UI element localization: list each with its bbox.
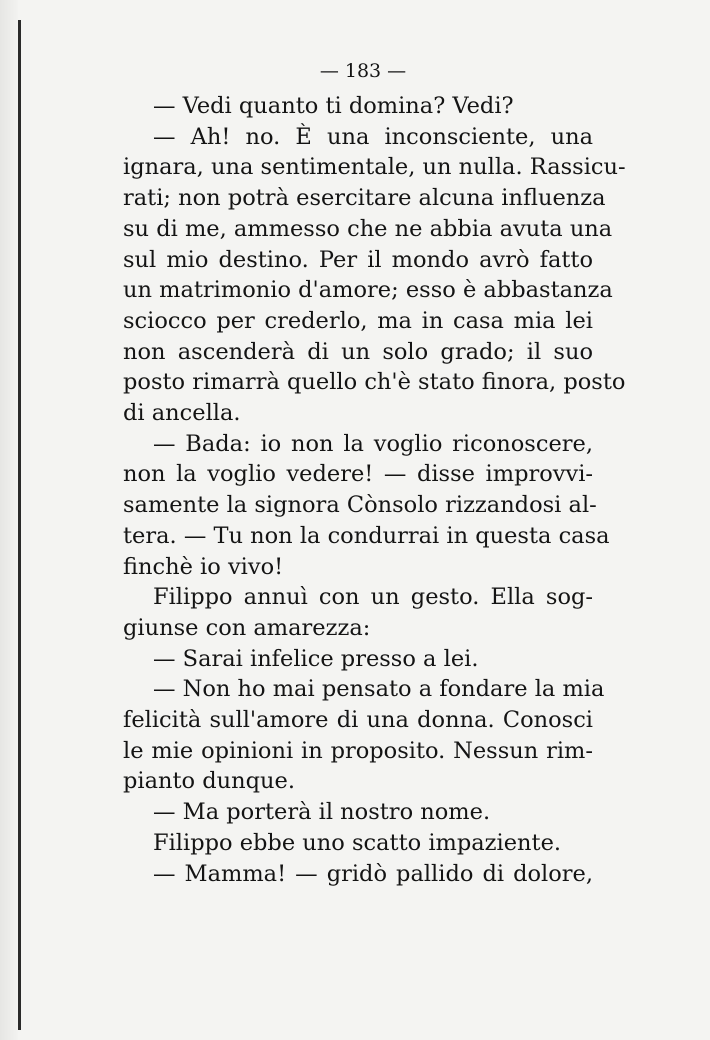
text-line: Filippo annuì con un gesto. Ella sog- bbox=[153, 584, 593, 611]
text-line: felicità sull'amore di una donna. Conosci bbox=[123, 707, 593, 734]
text-line: — Ma porterà il nostro nome. bbox=[153, 799, 491, 826]
text-line: — Ah! no. È una inconsciente, una bbox=[153, 123, 593, 150]
text-line: finchè io vivo! bbox=[123, 553, 284, 580]
text-line: tera. — Tu non la condurrai in questa casa bbox=[123, 522, 610, 549]
text-line: le mie opinioni in proposito. Nessun rim- bbox=[123, 737, 593, 764]
page-number: — 183 — bbox=[319, 60, 407, 82]
text-lines bbox=[123, 91, 626, 889]
text-line: sul mio destino. Per il mondo avrò fatto bbox=[123, 246, 593, 273]
text-line: di ancella. bbox=[123, 400, 241, 427]
text-line: — Mamma! — gridò pallido di dolore, bbox=[153, 860, 593, 887]
text-line: rati; non potrà esercitare alcuna influenza bbox=[123, 185, 606, 212]
page-text bbox=[123, 55, 626, 889]
text-line: giunse con amarezza: bbox=[123, 614, 371, 641]
binding-edge bbox=[18, 20, 21, 1030]
text-line: pianto dunque. bbox=[123, 768, 295, 795]
text-line: Filippo ebbe uno scatto impaziente. bbox=[153, 829, 562, 856]
text-line: un matrimonio d'amore; esso è abbastanza bbox=[123, 277, 613, 304]
text-line: — Non ho mai pensato a fondare la mia bbox=[153, 676, 605, 703]
text-line: samente la signora Cònsolo rizzandosi al- bbox=[123, 492, 597, 519]
text-line: non la voglio vedere! — disse improvvi- bbox=[123, 461, 593, 488]
text-line: — Vedi quanto ti domina? Vedi? bbox=[153, 93, 514, 119]
text-line: posto rimarrà quello ch'è stato finora, posto bbox=[123, 369, 626, 396]
text-line: su di me, ammesso che ne abbia avuta una bbox=[123, 215, 613, 242]
text-line: ignara, una sentimentale, un nulla. Rassicu- bbox=[123, 154, 626, 181]
text-line: non ascenderà di un solo grado; il suo bbox=[123, 338, 593, 365]
binding-shadow bbox=[0, 0, 18, 1040]
text-line: sciocco per crederlo, ma in casa mia lei bbox=[123, 307, 593, 334]
text-line: — Bada: io non la voglio riconoscere, bbox=[153, 430, 593, 457]
text-line: — Sarai infelice presso a lei. bbox=[153, 645, 479, 672]
